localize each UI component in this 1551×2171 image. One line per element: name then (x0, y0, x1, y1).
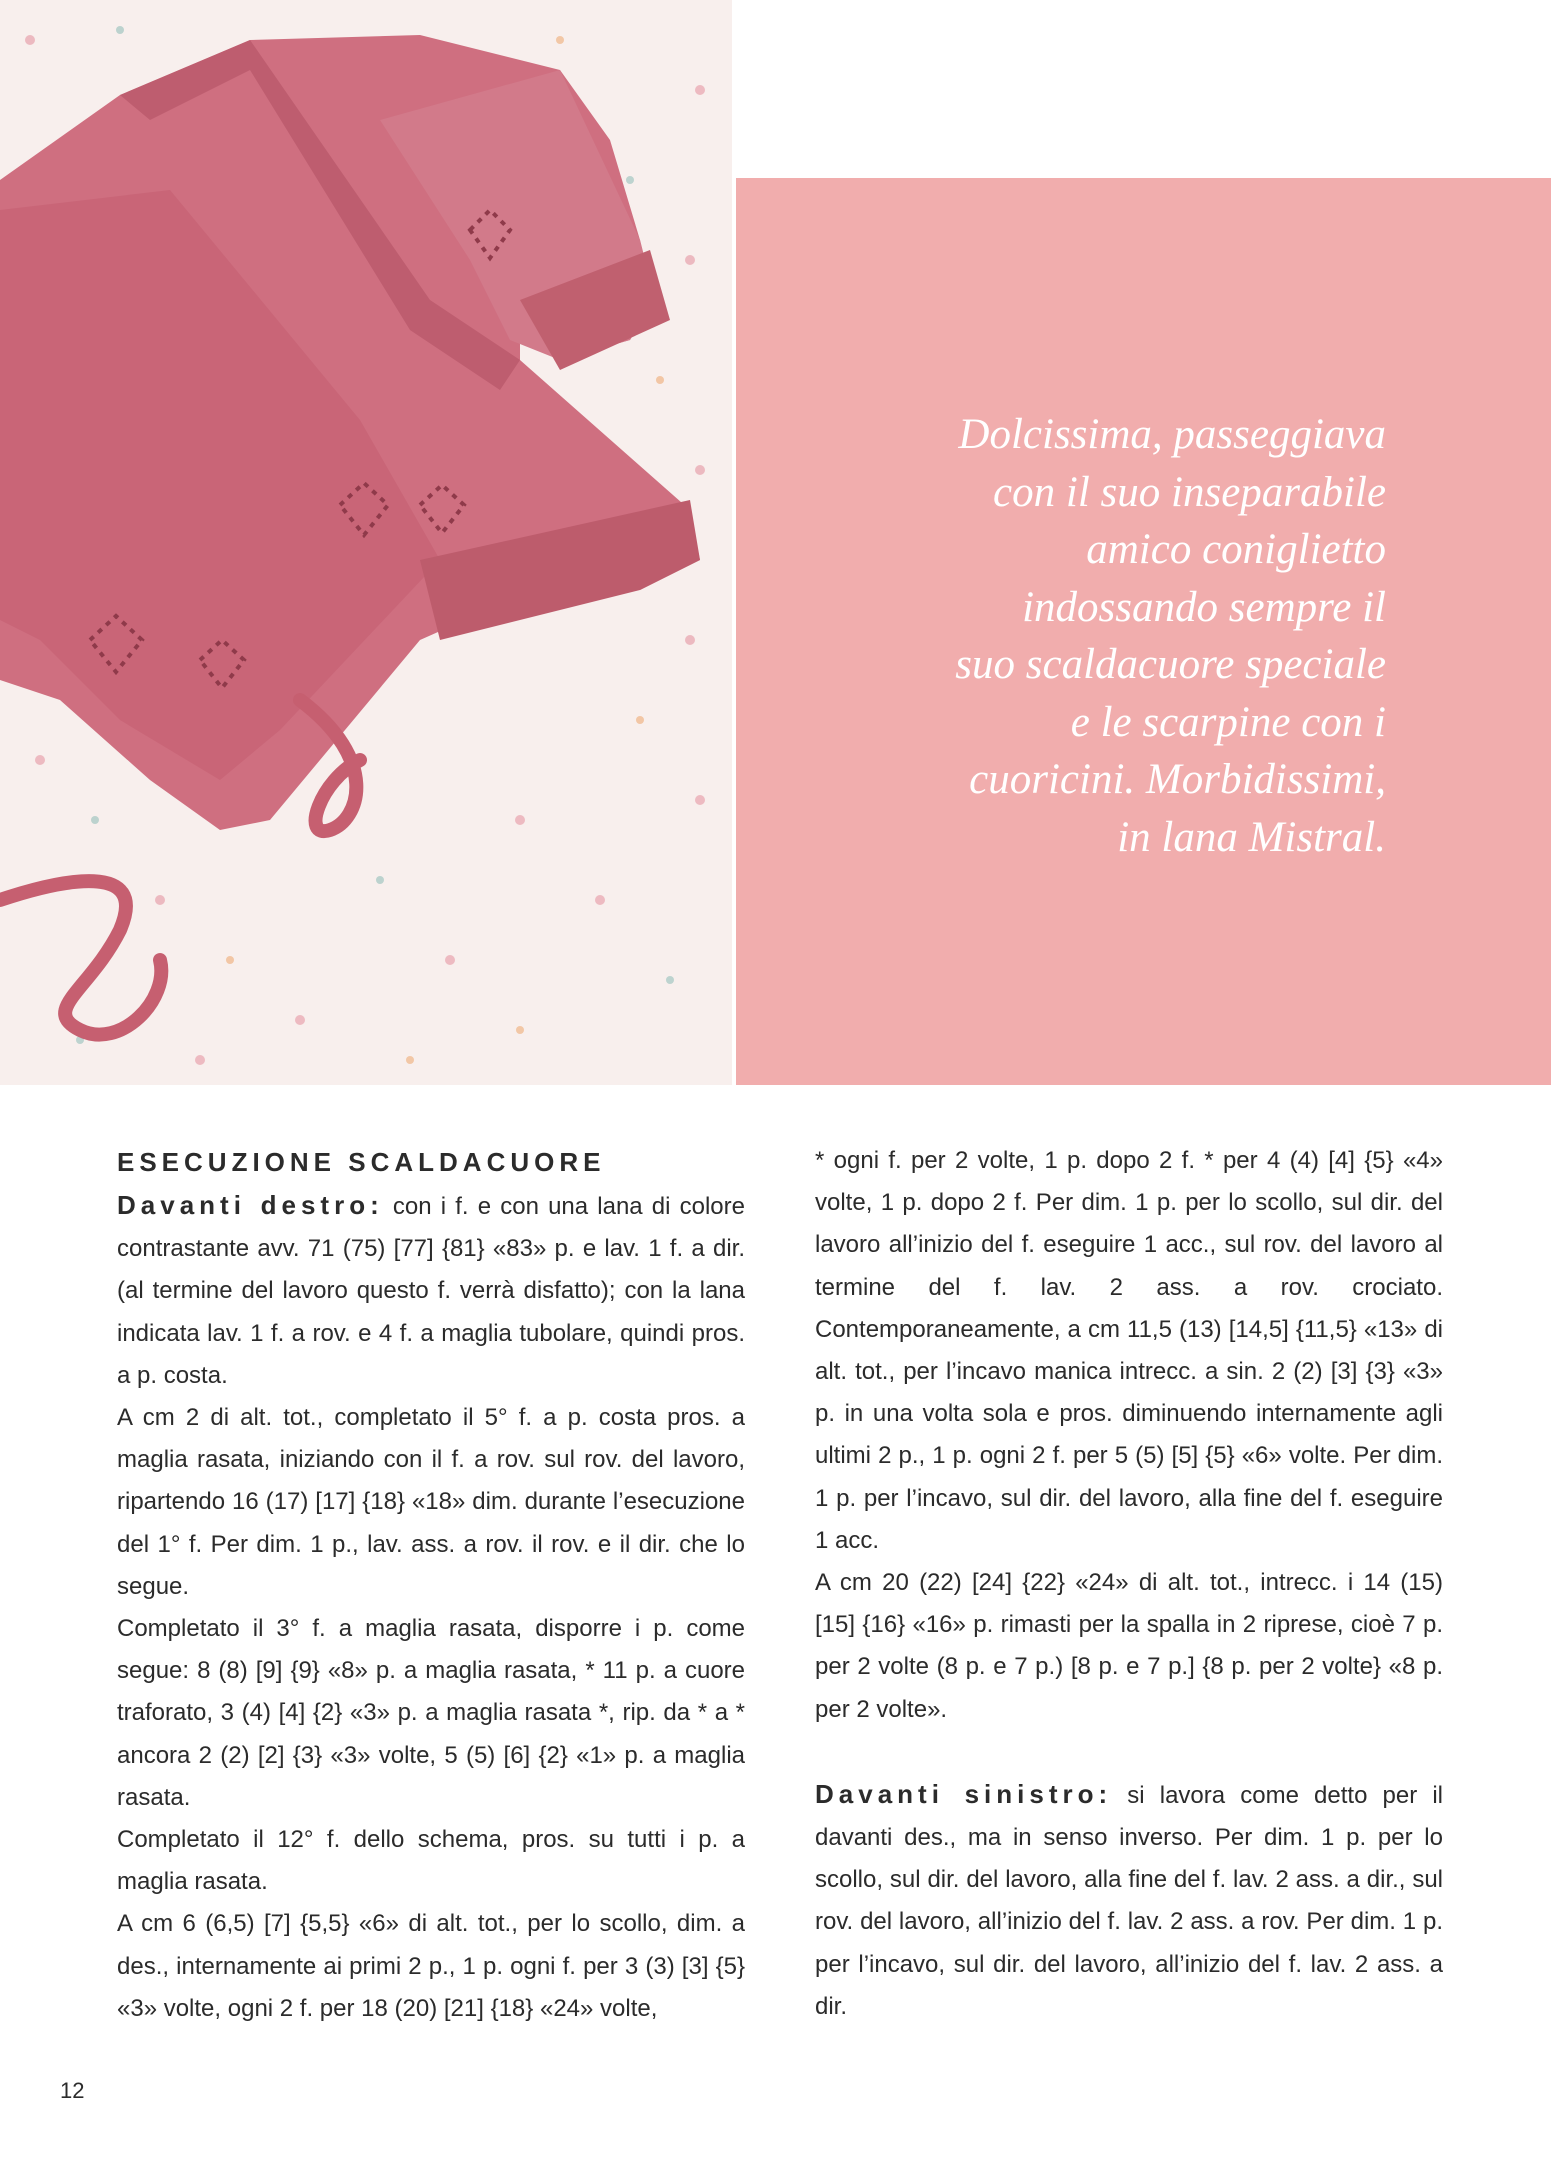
cardigan-illustration (0, 0, 732, 1085)
paragraph: Completato il 3° f. a maglia rasata, disporre i p. come segue: 8 (8) [9] {9} «8» p. a maglia rasata, * 11 p. a cuore traforato, 3 (4) [4] {2} «3» p. a maglia rasata *, rip. da * a * ancora 2 (2) [2] {3} «3» volte, 5 (5) [6] {2} «1» p. a maglia rasata. (117, 1615, 745, 1811)
paragraph: A cm 2 di alt. tot., completato il 5° f. a p. costa pros. a maglia rasata, iniziando con il f. a rov. sul rov. del lavoro, ripartendo 16 (17) [17] {18} «18» dim. durante l’esecuzione del 1° f. Per dim. 1 p., lav. ass. a rov. il rov. e il dir. che lo segue. (117, 1404, 745, 1600)
paragraph: * ogni f. per 2 volte, 1 p. dopo 2 f. * per 4 (4) [4] {5} «4» volte, 1 p. dopo 2 f. Per dim. 1 p. per lo scollo, sul dir. del lavoro all’inizio del f. eseguire 1 acc., sul rov. del lavoro al termine del f. lav. 2 ass. a rov. crociato. Contemporaneamente, a cm 11,5 (13) [14,5] {11,5} «13» di alt. tot., per l’incavo manica intrecc. a sin. 2 (2) [3] {3} «3» p. in una volta sola e pros. diminuendo internamente agli ultimi 2 p., 1 p. ogni 2 f. per 5 (5) [5] {5} «6» volte. Per dim. 1 p. per l’incavo, sul dir. del lavoro, alla fine del f. eseguire 1 acc. (815, 1147, 1443, 1554)
paragraph: A cm 20 (22) [24] {22} «24» di alt. tot., intrecc. i 14 (15) [15] {16} «16» p. rimasti per la spalla in 2 riprese, cioè 7 p. per 2 volte (8 p. e 7 p.) [8 p. e 7 p.] {8 p. per 2 volte} «8 p. per 2 volte». (815, 1569, 1443, 1723)
instructions-left-column (117, 1140, 745, 2030)
quote-box (736, 178, 1551, 1085)
spacer (815, 1731, 1443, 1773)
section-title: ESECUZIONE SCALDACUORE (117, 1147, 606, 1177)
left-front-paragraph (815, 1773, 1443, 2028)
paragraph: A cm 6 (6,5) [7] {5,5} «6» di alt. tot., per lo scollo, dim. a des., internamente ai primi 2 p., 1 p. ogni f. per 3 (3) [3] {5} «3» volte, ogni 2 f. per 18 (20) [21] {18} «24» volte, (117, 1910, 745, 2022)
paragraph: Completato il 12° f. dello schema, pros. su tutti i p. a maglia rasata. (117, 1826, 745, 1896)
cardigan-photo (0, 0, 732, 1085)
left-front-text: si lavora come detto per il davanti des., ma in senso inverso. Per dim. 1 p. per lo scollo, sul dir. del lavoro, alla fine del f. lav. 2 ass. a dir., sul rov. del lavoro, all’inizio del f. lav. 2 ass. a rov. Per dim. 1 p. per l’incavo, sul dir. del lavoro, all’inizio del f. lav. 2 ass. a dir. (815, 1781, 1444, 2020)
right-front-heading: Davanti destro: (117, 1190, 384, 1220)
instructions-right-column (815, 1140, 1443, 2028)
right-front-paragraph (117, 1184, 745, 1397)
page-number: 12 (60, 2078, 85, 2103)
pull-quote: Dolcissima, passeggiava con il suo inseparabile amico coniglietto indossando sempre il suo scaldacuore speciale e le scarpine con i cuoricini. Morbidissimi, in lana Mistral. (955, 411, 1386, 861)
right-front-intro: con i f. e con una lana di colore contrastante avv. 71 (75) [77] {81} «83» p. e lav. 1 f. a dir. (al termine del lavoro questo f. verrà disfatto); con la lana indicata lav. 1 f. a rov. e 4 f. a maglia tubolare, quindi pros. a p. costa. (117, 1193, 745, 1389)
left-front-heading: Davanti sinistro: (815, 1778, 1113, 1809)
